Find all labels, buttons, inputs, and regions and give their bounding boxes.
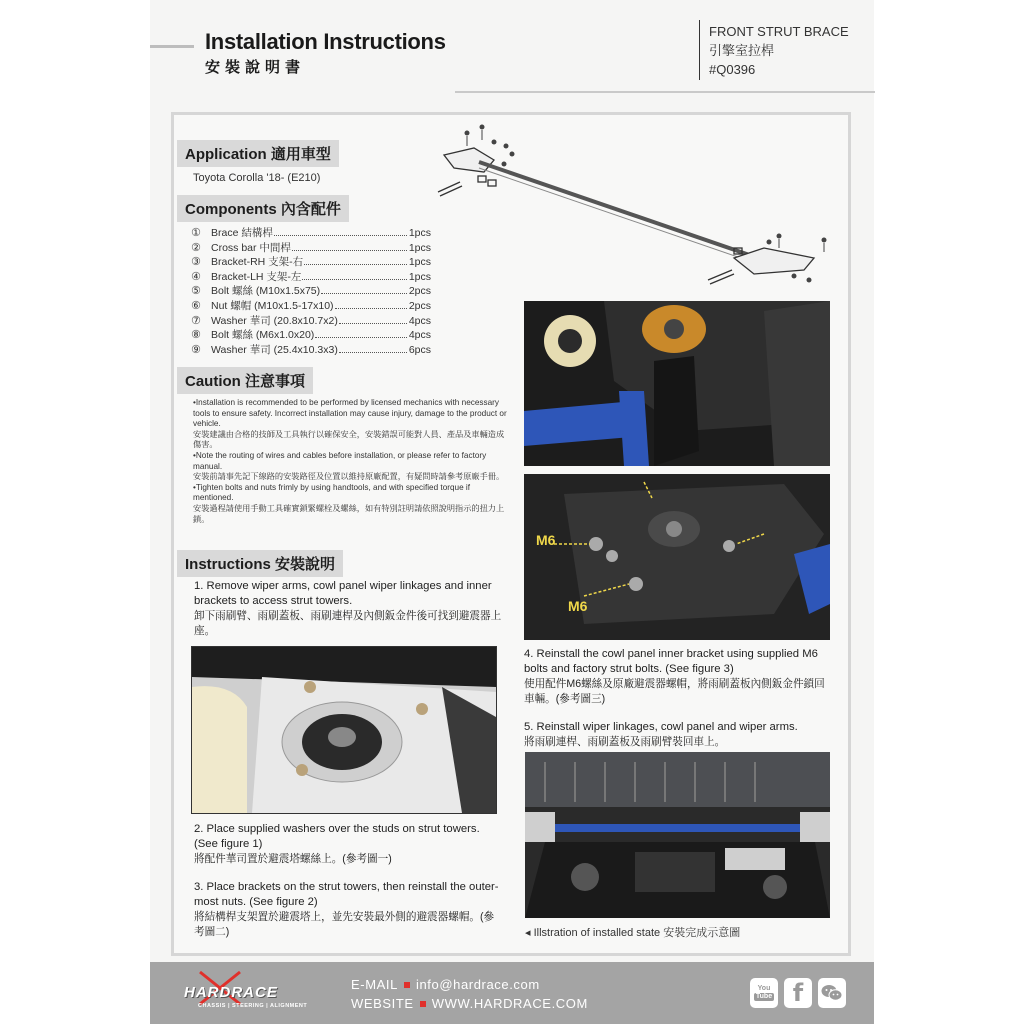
caution-item-en: •Installation is recommended to be performed by licensed mechanics with necessary tools to ensure safety. Incorrect installation may cause injury, damage to the product or vehicle. <box>193 398 507 429</box>
step-text-zh: 使用配件M6螺絲及原廠避震器螺帽，將雨刷蓋板內側鈑金件鎖回車輛。(參考圖三) <box>524 678 825 705</box>
step-3 <box>194 880 504 940</box>
instructions-heading: Instructions 安裝說明 <box>177 550 343 577</box>
step-text-en: 1. Remove wiper arms, cowl panel wiper linkages and inner brackets to access strut towers. <box>194 580 492 607</box>
caution-item-zh: 安裝過程請使用手動工具確實鎖緊螺栓及螺絲，如有特別註明請依照說明指示的扭力上鎖。 <box>193 503 505 524</box>
wechat-icon[interactable] <box>818 978 846 1008</box>
application-heading: Application 適用車型 <box>177 140 339 167</box>
list-item: ⑤ Bolt 螺絲 (M10x1.5x75) 2pcs <box>191 285 431 298</box>
website-link[interactable]: WWW.HARDRACE.COM <box>431 996 588 1011</box>
components-heading: Components 內含配件 <box>177 195 349 222</box>
step-text-en: 5. Reinstall wiper linkages, cowl panel and wiper arms. <box>524 721 798 733</box>
step-4 <box>524 647 832 707</box>
list-item: ⑨ Washer 華司 (25.4x10.3x3) 6pcs <box>191 343 431 356</box>
header-rule-left <box>150 45 194 48</box>
m6-label: M6 <box>568 598 588 614</box>
email-label: E-MAIL <box>351 977 398 992</box>
caution-item-en: •Note the routing of wires and cables before installation, or please refer to factory manual. <box>193 450 487 471</box>
figure-3-photo <box>524 474 830 640</box>
header-rule-bottom <box>455 91 875 93</box>
figure-1-photo <box>191 646 497 814</box>
step-text-zh: 將配件華司置於避震塔螺絲上。(參考圖一) <box>194 853 392 865</box>
step-2 <box>194 822 504 867</box>
components-list <box>191 225 431 356</box>
email-line <box>351 977 540 992</box>
list-item: ⑦ Washer 華司 (20.8x10.7x2) 4pcs <box>191 314 431 327</box>
part-number: #Q0396 <box>709 62 756 77</box>
step-text-zh: 將雨刷連桿、雨刷蓋板及雨刷臂裝回車上。 <box>524 736 726 748</box>
product-name-en: FRONT STRUT BRACE <box>709 24 849 39</box>
list-item: ④ Bracket-LH 支架-左 1pcs <box>191 270 431 283</box>
caution-item-en: •Tighten bolts and nuts frimly by using handtools, and with specified torque if mentioned. <box>193 482 470 503</box>
brand-logo: HARDRACE <box>184 984 278 1001</box>
caution-heading: Caution 注意事項 <box>177 367 313 394</box>
page-subtitle-zh: 安裝說明書 <box>205 59 306 76</box>
caution-item-zh: 安裝建議由合格的技師及工具執行以確保安全，安裝錯誤可能對人員、產品及車輛造成傷害。 <box>193 429 505 450</box>
step-1 <box>194 579 504 639</box>
bullet-square <box>404 982 410 988</box>
illustration-caption: ◂ Illstration of installed state 安裝完成示意圖 <box>525 927 741 939</box>
installed-state-photo <box>525 752 830 918</box>
step-text-en: 3. Place brackets on the strut towers, then reinstall the outer-most nuts. (See figure 2) <box>194 881 499 908</box>
page-title: Installation Instructions <box>205 29 446 54</box>
caution-text <box>193 398 509 525</box>
brand-tagline: CHASSIS | STEERING | ALIGNMENT <box>198 1003 308 1009</box>
step-text-zh: 將結構桿支架置於避震塔上，並先安裝最外側的避震器螺帽。(參考圖二) <box>194 911 495 938</box>
m6-label: M6 <box>536 532 556 548</box>
caution-item-zh: 安裝前請事先記下線路的安裝路徑及位置以維持原廠配置，有疑問時請參考原廠手冊。 <box>193 472 505 482</box>
step-text-zh: 卸下雨刷臂、雨刷蓋板、雨刷連桿及內側鈑金件後可找到避震器上座。 <box>194 610 502 637</box>
step-text-en: 2. Place supplied washers over the studs on strut towers. (See figure 1) <box>194 823 480 850</box>
list-item: ② Cross bar 中間桿 1pcs <box>191 241 431 254</box>
step-5 <box>524 720 832 750</box>
list-item: ① Brace 結構桿 1pcs <box>191 227 431 239</box>
website-label: WEBSITE <box>351 996 414 1011</box>
email-link[interactable]: info@hardrace.com <box>415 977 540 992</box>
product-name-zh: 引擎室拉桿 <box>709 43 775 58</box>
step-text-en: 4. Reinstall the cowl panel inner bracket using supplied M6 bolts and factory strut bolts. (See figure 3) <box>524 648 818 675</box>
website-line <box>351 996 588 1011</box>
product-info <box>709 22 849 79</box>
facebook-icon[interactable]: f <box>784 978 812 1008</box>
header-divider <box>699 20 700 80</box>
youtube-icon[interactable]: You Tube <box>750 978 778 1008</box>
bullet-square <box>420 1001 426 1007</box>
list-item: ⑧ Bolt 螺絲 (M6x1.0x20) 4pcs <box>191 329 431 342</box>
application-vehicle: Toyota Corolla '18- (E210) <box>193 172 321 184</box>
figure-2-photo <box>524 301 830 466</box>
list-item: ⑥ Nut 螺帽 (M10x1.5-17x10) 2pcs <box>191 299 431 312</box>
list-item: ③ Bracket-RH 支架-右 1pcs <box>191 256 431 269</box>
parts-diagram <box>434 120 844 292</box>
